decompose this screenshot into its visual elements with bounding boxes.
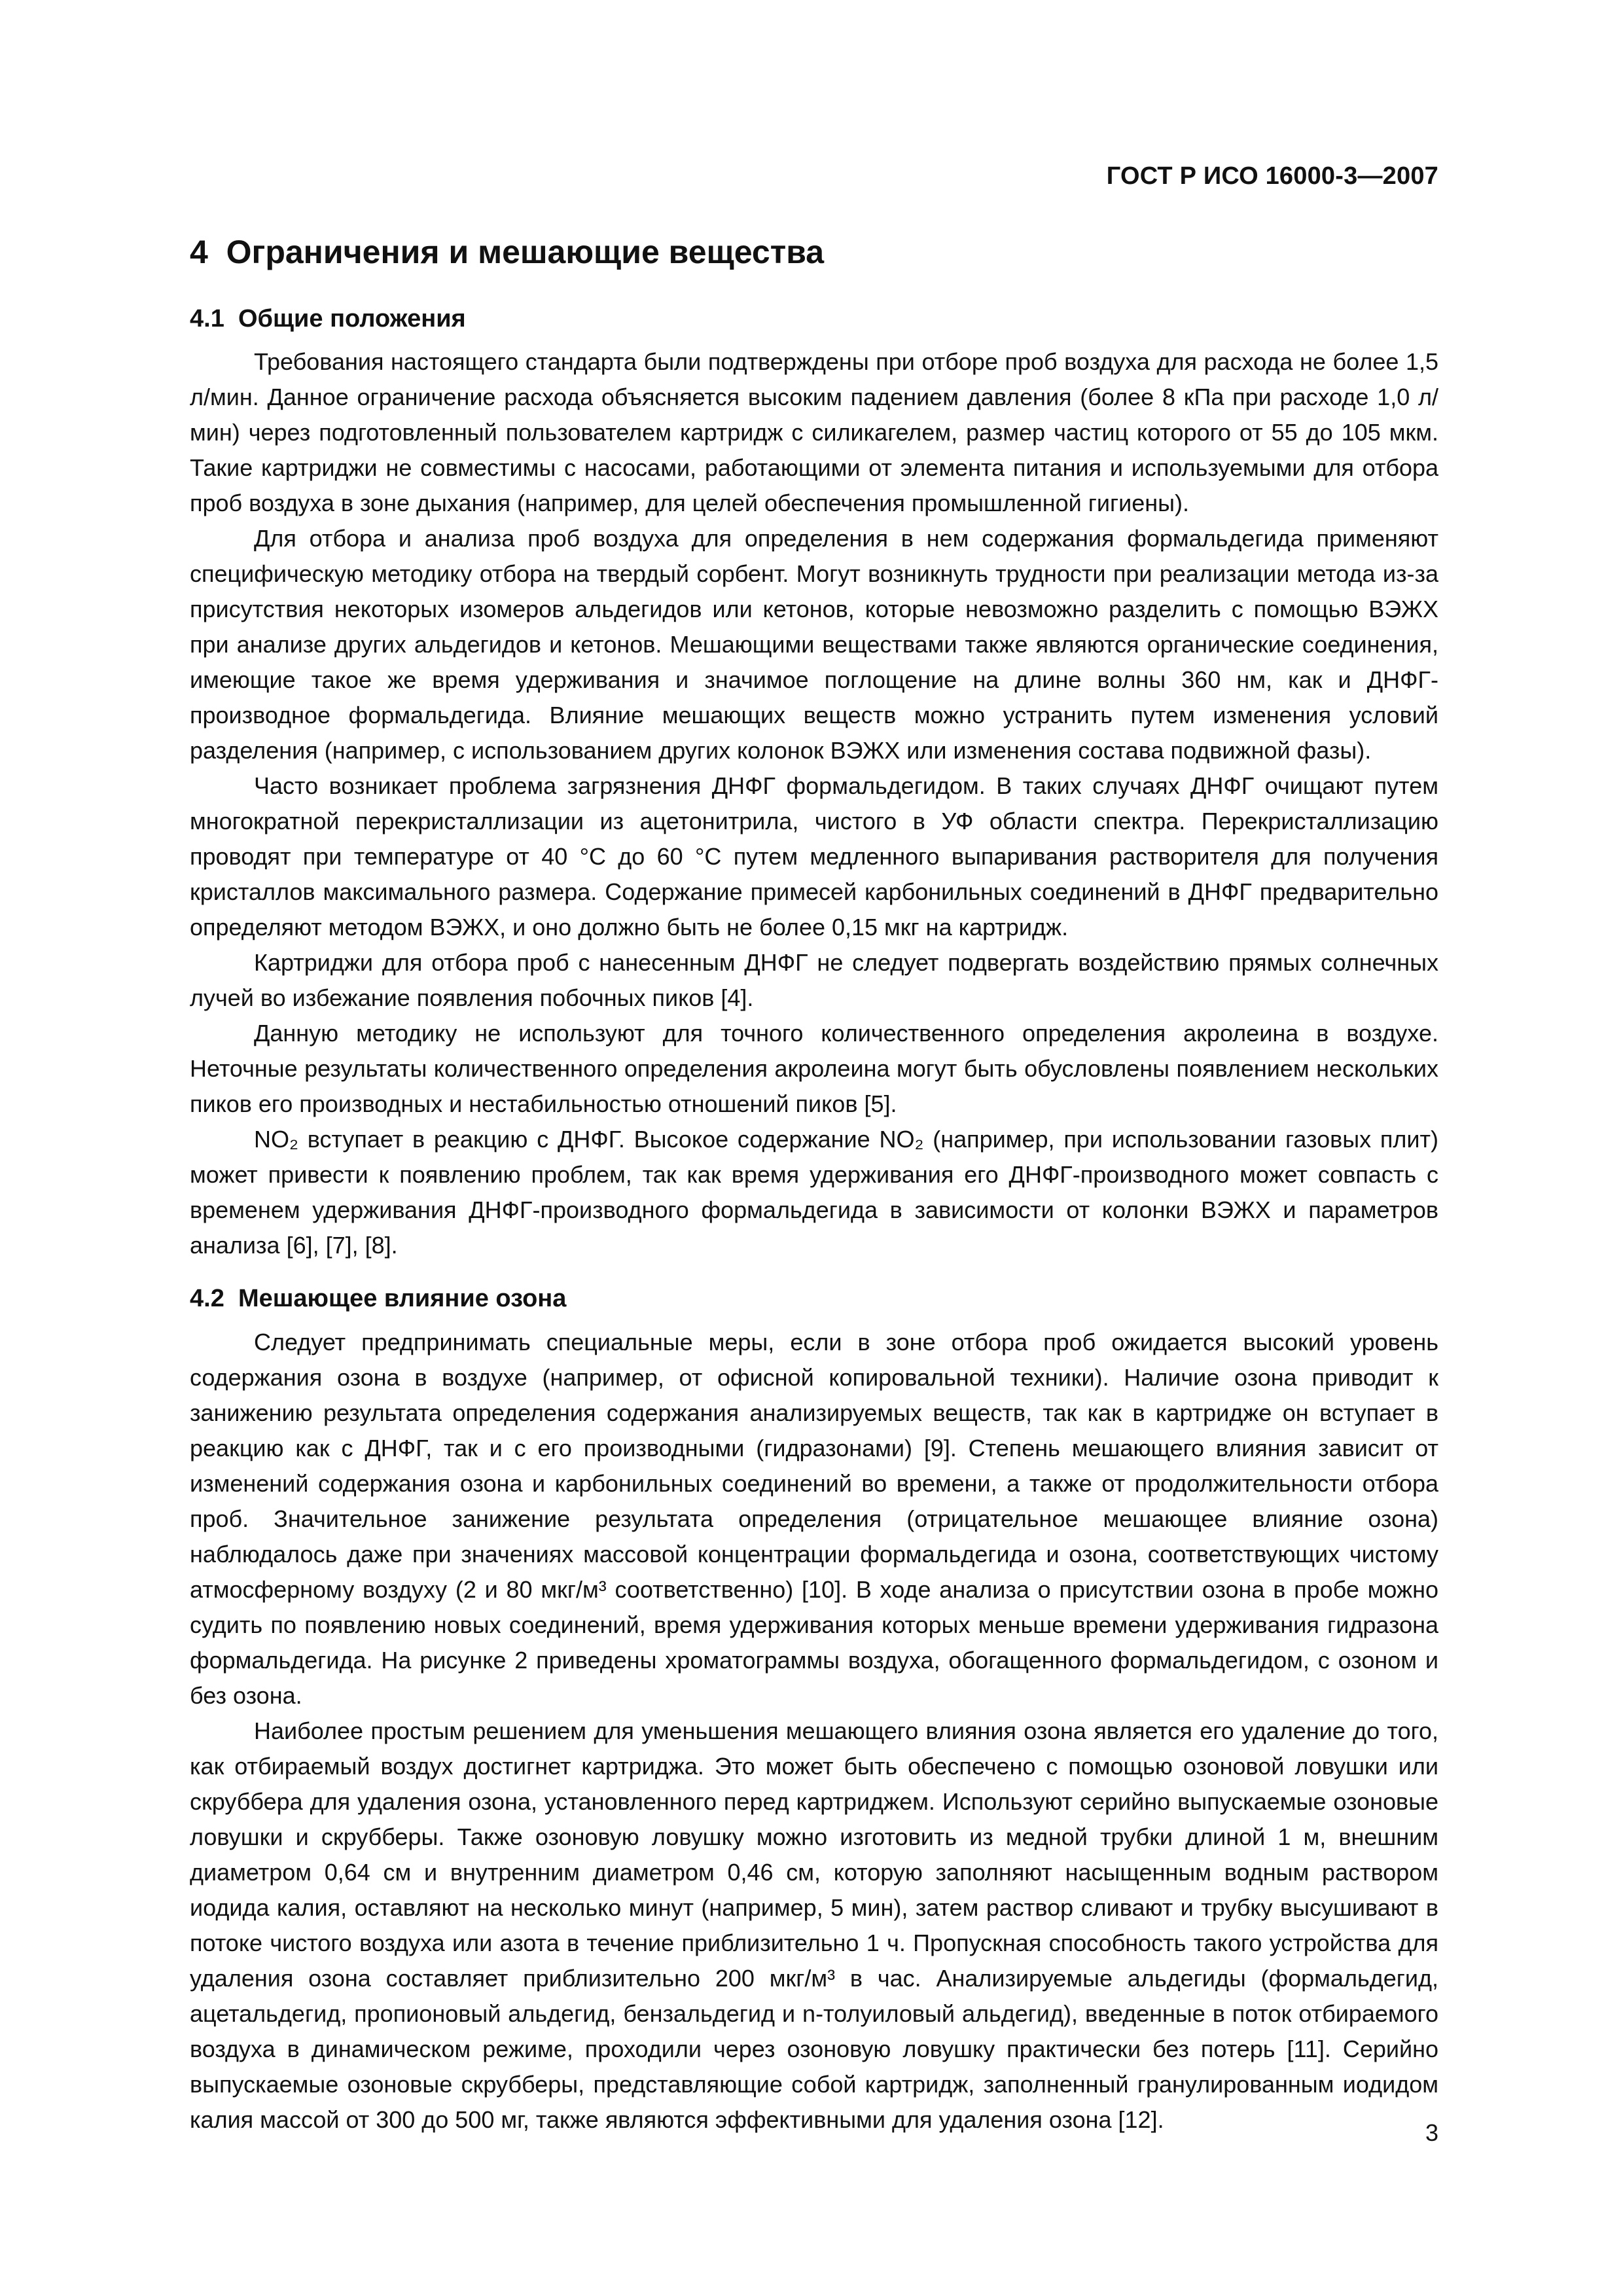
paragraph: Требования настоящего стандарта были подтверждены при отборе проб воздуха для расхода не более 1,5 л/мин. Данное ограничение расхода объясняется высоким падением давления (более 8 кПа при расходе 1,0 л/мин) через подготовленный пользователем картридж с силикагелем, размер частиц которого от 55 до 105 мкм. Такие картриджи не совместимы с насосами, работающими от элемента питания и используемыми для отбора проб воздуха в зоне дыхания (например, для целей обеспечения промышленной гигиены).: [190, 348, 1438, 517]
paragraph: Следует предпринимать специальные меры, если в зоне отбора проб ожидается высокий уровень содержания озона в воздухе (например, от офисной копировальной техники). Наличие озона приводит к занижению результата определения содержания анализируемых веществ, так как в картридже он вступает в реакцию как с ДНФГ, так и с его производными (гидразонами) [9]. Степень мешающего влияния зависит от изменений содержания озона и карбонильных соединений во времени, а также от продолжительности отбора проб. Значительное занижение результата определения (отрицательное мешающее влияние озона) наблюдалось даже при значениях массовой концентрации формальдегида и озона, соответствующих чистому атмосферному воздуху (2 и 80 мкг/м³ соответственно) [10]. В ходе анализа о присутствии озона в пробе можно судить по появлению новых соединений, время удерживания которых меньше времени удерживания гидразона формальдегида. На рисунке 2 приведены хроматограммы воздуха, обогащенного формальдегидом, с озоном и без озона.: [190, 1328, 1438, 1709]
subsection-title-4-1: [190, 303, 1438, 335]
section-number: 4: [190, 234, 208, 270]
paragraph: Для отбора и анализа проб воздуха для определения в нем содержания формальдегида применяют специфическую методику отбора на твердый сорбент. Могут возникнуть трудности при реализации метода из-за присутствия некоторых изомеров альдегидов или кетонов, которые невозможно разделить с помощью ВЭЖХ при анализе других альдегидов и кетонов. Мешающими веществами также являются органические соединения, имеющие такое же время удерживания и значимое поглощение на длине волны 360 нм, как и ДНФГ-производное формальдегида. Влияние мешающих веществ можно устранить путем изменения условий разделения (например, с использованием других колонок ВЭЖХ или изменения состава подвижной фазы).: [190, 525, 1438, 764]
subsection-number: 4.1: [190, 305, 224, 332]
subsection-title-text: Общие положения: [238, 305, 466, 332]
subsection-number: 4.2: [190, 1285, 224, 1313]
section-title-text: Ограничения и мешающие вещества: [226, 234, 825, 270]
paragraph: Картриджи для отбора проб с нанесенным ДНФГ не следует подвергать воздействию прямых солнечных лучей во избежание появления побочных пиков [4].: [190, 949, 1438, 1012]
subsection-title-text: Мешающее влияние озона: [238, 1285, 567, 1313]
section-title: [190, 232, 1438, 272]
paragraph: NO₂ вступает в реакцию с ДНФГ. Высокое содержание NO₂ (например, при использовании газовых плит) может привести к появлению проблем, так как время удерживания его ДНФГ-производного может совпасть с временем удерживания ДНФГ-производного формальдегида в зависимости от колонки ВЭЖХ и параметров анализа [6], [7], [8].: [190, 1126, 1438, 1259]
page-content: [190, 232, 1438, 2138]
paragraph: Часто возникает проблема загрязнения ДНФГ формальдегидом. В таких случаях ДНФГ очищают путем многократной перекристаллизации из ацетонитрила, чистого в УФ области спектра. Перекристаллизацию проводят при температуре от 40 °С до 60 °С путем медленного выпаривания растворителя для получения кристаллов максимального размера. Содержание примесей карбонильных соединений в ДНФГ предварительно определяют методом ВЭЖХ, и оно должно быть не более 0,15 мкг на картридж.: [190, 772, 1438, 941]
paragraph: Наиболее простым решением для уменьшения мешающего влияния озона является его удаление до того, как отбираемый воздух достигнет картриджа. Это может быть обеспечено с помощью озоновой ловушки или скруббера для удаления озона, установленного перед картриджем. Используют серийно выпускаемые озоновые ловушки и скрубберы. Также озоновую ловушку можно изготовить из медной трубки длиной 1 м, внешним диаметром 0,64 см и внутренним диаметром 0,46 см, которую заполняют насыщенным водным раствором иодида калия, оставляют на несколько минут (например, 5 мин), затем раствор сливают и трубку высушивают в потоке чистого воздуха или азота в течение приблизительно 1 ч. Пропускная способность такого устройства для удаления озона составляет приблизительно 200 мкг/м³ в час. Анализируемые альдегиды (формальдегид, ацетальдегид, пропионовый альдегид, бензальдегид и n-толуиловый альдегид), введенные в поток отбираемого воздуха в динамическом режиме, проходили через озоновую ловушку практически без потерь [11]. Серийно выпускаемые озоновые скрубберы, представляющие собой картридж, заполненный гранулированным иодидом калия массой от 300 до 500 мг, также являются эффективными для удаления озона [12].: [190, 1717, 1438, 2133]
subsection-title-4-2: [190, 1283, 1438, 1315]
document-designation: ГОСТ Р ИСО 16000-3—2007: [1106, 162, 1438, 190]
paragraph: Данную методику не используют для точного количественного определения акролеина в воздухе. Неточные результаты количественного определения акролеина могут быть обусловлены появлением нескольких пиков его производных и нестабильностью отношений пиков [5].: [190, 1020, 1438, 1118]
page-number: 3: [1425, 2119, 1438, 2146]
